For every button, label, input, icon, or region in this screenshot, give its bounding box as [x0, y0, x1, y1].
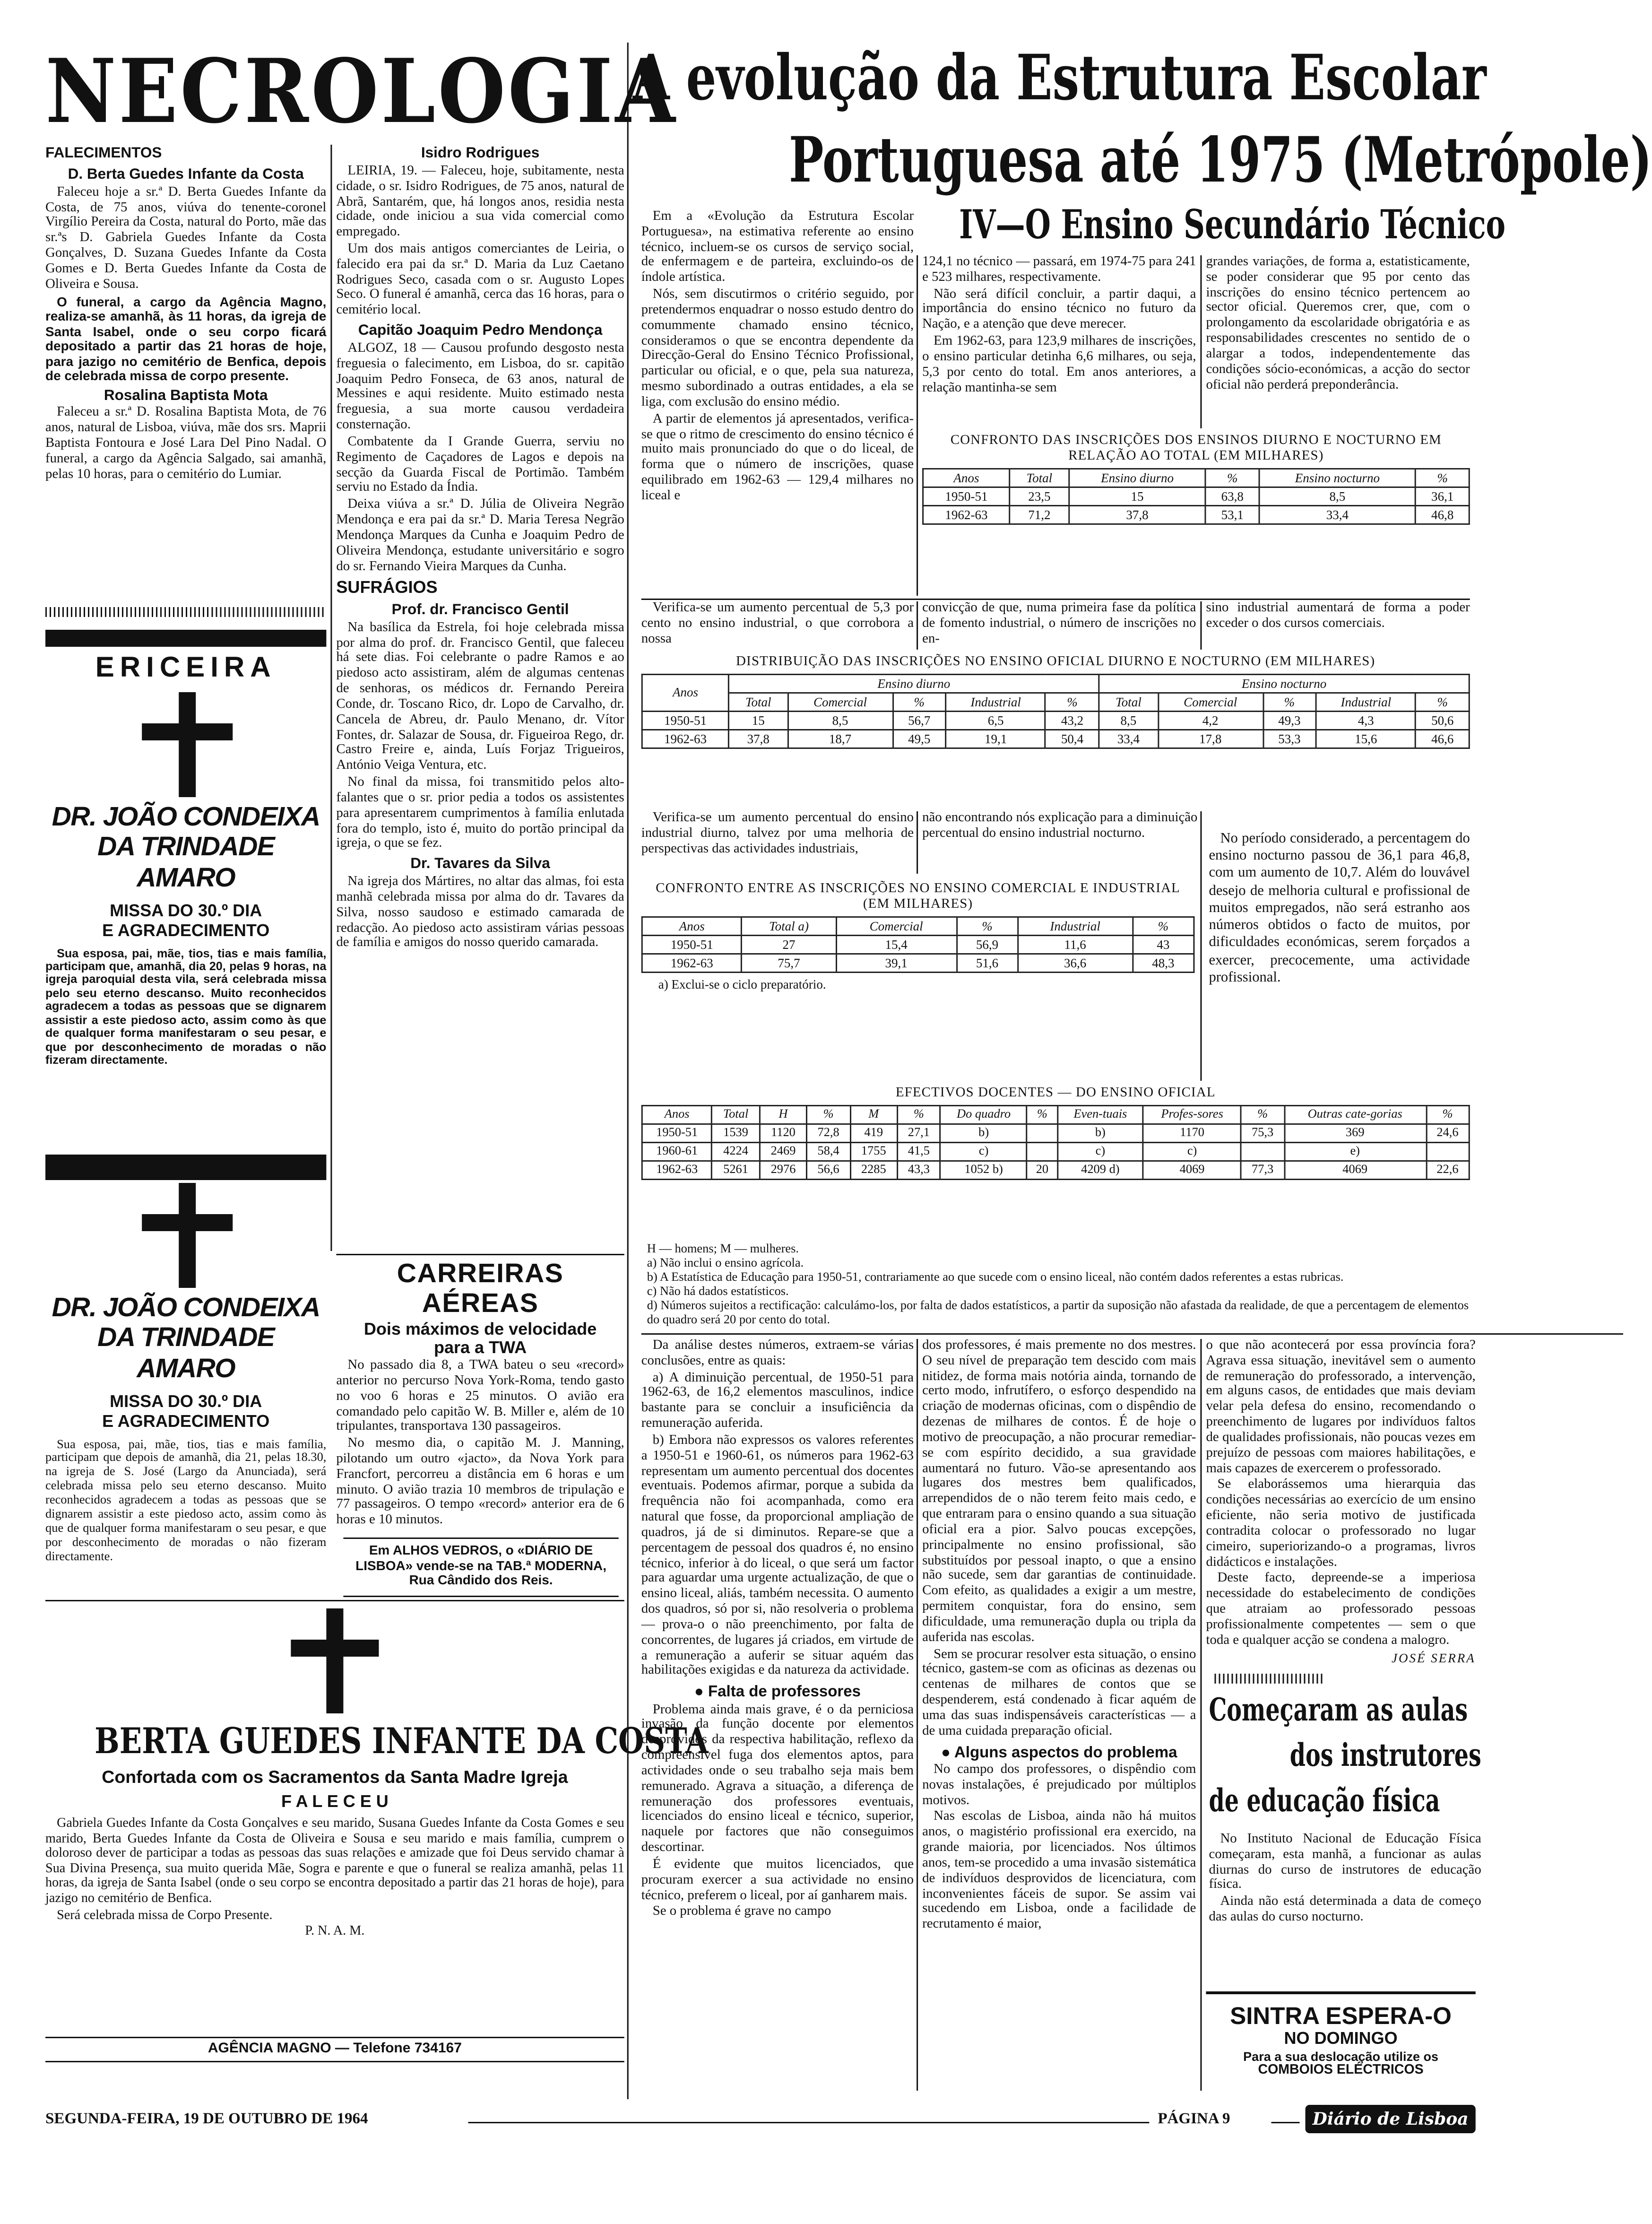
berta-notice-missa: Será celebrada missa de Corpo Presente.	[57, 1909, 273, 1923]
article-title-1: A evolução da Estrutura Escolar	[632, 43, 1487, 115]
table-cell: 53,1	[1206, 505, 1259, 524]
carreiras-section	[336, 1260, 624, 1535]
table-header-cell: Industrial	[1018, 916, 1133, 935]
article-p3: A partir de elementos já apresentados, verifica-se que o ritmo de crescimento do ensino técnico é muito mais pronunciado do que o do liceal, de forma que o número de inscrições, quase equilibrado em 1962-63 — 129,4 milhares no liceal e	[641, 411, 914, 504]
table-cell: 72,8	[807, 1124, 850, 1142]
black-bar	[45, 1155, 326, 1180]
alhos-vedros-text: Em ALHOS VEDROS, o «DIÁRIO DE LISBOA» vende-se na TAB.ª MODERNA, Rua Cândido dos Reis.	[355, 1543, 606, 1587]
table-header-cell: Comercial	[788, 693, 893, 711]
condeixa-name-2: DA TRINDADE AMARO	[97, 1324, 275, 1384]
berta-notice-name: BERTA GUEDES INFANTE DA COSTA	[95, 1720, 709, 1762]
table-cell: 49,3	[1263, 712, 1316, 730]
table-cell: 37,8	[729, 730, 788, 748]
table-note: H — homens; M — mulheres.	[647, 1241, 799, 1255]
table-cell: 15,6	[1316, 730, 1416, 748]
sintra-title: SINTRA ESPERA-O	[1230, 2003, 1452, 2030]
table-cell: 15	[1069, 487, 1205, 505]
capitao-text-2: Combatente da I Grande Guerra, serviu no Regimento de Caçadores de Lagos e depois na secção da Guarda Fiscal de Portimão. Também serviu no Estado da Índia.	[336, 434, 624, 496]
article-col-3	[1206, 255, 1470, 428]
table-cell: 17,8	[1158, 730, 1263, 748]
table-cell: 39,1	[836, 954, 957, 972]
footer-rule	[468, 2122, 1150, 2123]
table-header-cell: %	[1206, 468, 1259, 486]
sintra-box	[1206, 1991, 1475, 2094]
table-cell	[1027, 1124, 1057, 1142]
decorative-rule	[45, 607, 326, 617]
r1: o que não acontecerá por essa província fora? Agrava essa situação, inevitável sem o aumento de remuneração do professorado, a intervenção, em alguns casos, de entidades que mais deviam velar pela defesa do ensino, recomendando o preenchimento de lugares por indivíduos faltos de qualidades profissionais, não poucas vezes em prejuízo de pessoas com maiores habilitações, e mais capazes de exercerem o professorado.	[1206, 1338, 1476, 1476]
berta-notice-sub: Confortada com os Sacramentos da Santa Madre Igreja	[102, 1767, 568, 1788]
table-cell: 50,4	[1046, 730, 1099, 748]
falta-heading-text: Falta de professores	[708, 1684, 861, 1701]
table-cell: 1960-61	[642, 1142, 712, 1161]
footer-masthead: Diário de Lisboa	[1306, 2105, 1476, 2133]
table-row	[642, 1124, 1469, 1142]
capitao-text-3: Deixa viúva a sr.ª D. Júlia de Oliveira Negrão Mendonça e era pai da sr.ª D. Maria Teresa Negrão Mendonça Marques da Cunha e Joaquim Pedro de Oliveira Mendonça, estudante universitário e sogro do sr. Fernando Vieira Marques da Cunha.	[336, 496, 624, 574]
table-cell: 24,6	[1426, 1124, 1470, 1142]
divider-necro	[330, 145, 332, 1251]
table-cell: 11,6	[1018, 935, 1133, 954]
aulas-line-2: dos instrutores	[1289, 1738, 1481, 1774]
table-row	[642, 954, 1194, 972]
aulas-line-3: de educação física	[1209, 1783, 1440, 1820]
cross-icon	[291, 1608, 379, 1713]
table-4-block	[641, 1084, 1470, 1242]
verifica-2	[922, 601, 1196, 652]
aulas-text: No Instituto Nacional de Educação Física começaram, esta manhã, a funcionar as aulas diurnas do curso de instrutores de educação física.	[1209, 1831, 1481, 1893]
rosalina-heading: Rosalina Baptista Mota	[104, 386, 268, 404]
table-cell: c)	[1057, 1142, 1143, 1161]
table-cell: 1755	[850, 1142, 897, 1161]
gentil-heading: Prof. dr. Francisco Gentil	[391, 601, 569, 618]
capitao-text: ALGOZ, 18 — Causou profundo desgosto nesta freguesia o falecimento, em Lisboa, do sr. capitão Joaquim Pedro Fonseca, de 63 anos, natural de Messines e aqui residente. Muito estimado nesta freguesia, a sua morte causou verdadeira consternação.	[336, 340, 624, 433]
ericeira-title: ERICEIRA	[95, 652, 277, 684]
article-c2b: Não será difícil concluir, a partir daqui, a importância do ensino técnico no futuro da Nação, e a atenção que deve merecer.	[922, 286, 1196, 332]
b6: Se o problema é grave no campo	[652, 1904, 831, 1920]
table-cell: 1170	[1143, 1124, 1241, 1142]
table-3-block	[641, 879, 1195, 1038]
table-header-cell: Comercial	[836, 916, 957, 935]
table-cell: c)	[1143, 1142, 1241, 1161]
alhos-vedros-box	[343, 1538, 618, 1597]
table-1-caption: CONFRONTO DAS INSCRIÇÕES DOS ENSINOS DIURNO E NOCTURNO EM RELAÇÃO AO TOTAL (EM MILHARES)	[950, 433, 1442, 464]
table-2	[641, 673, 1470, 749]
article-intro	[641, 210, 914, 596]
table-cell: 1950-51	[642, 935, 742, 954]
table-header-cell: %	[1416, 693, 1469, 711]
table-1-block	[922, 431, 1470, 596]
table-cell: 19,1	[946, 730, 1046, 748]
article-author: JOSÉ SERRA	[1391, 1650, 1476, 1665]
table-cell: 71,2	[1010, 505, 1069, 524]
aulas-section	[1209, 1688, 1481, 1952]
table-row	[642, 1142, 1469, 1161]
cross-icon	[142, 692, 233, 797]
table-header-cell: %	[1241, 1105, 1284, 1124]
carreiras-text-1: No passado dia 8, a TWA bateu o seu «record» anterior no percurso Nova York-Roma, tendo gasto no voo 6 horas e 25 minutos. O avião era comandado pelo capitão W. B. Miller e, além de 10 tripulantes, transportava 130 passageiros.	[336, 1357, 624, 1435]
divider	[336, 1254, 624, 1255]
table-cell: 51,6	[957, 954, 1018, 972]
isidro-text-2: Um dos mais antigos comerciantes de Leiria, o falecido era pai da sr.ª D. Maria da Luz Caetano Rodrigues Seco, casada com o sr. Augusto Lopes Seco. O funeral é amanhã, cerca das 16 horas, para o cemitério local.	[336, 241, 624, 318]
table-header-cell: %	[1263, 693, 1316, 711]
carreiras-title: CARREIRAS AÉREAS	[397, 1260, 564, 1320]
table-cell: 41,5	[897, 1142, 940, 1161]
table-cell: 53,3	[1263, 730, 1316, 748]
divider	[917, 601, 918, 650]
verifica-3	[1206, 601, 1470, 652]
w-3-text: No período considerado, a percentagem do ensino nocturno passou de 36,1 para 46,8, com um aumento de 10,7. Além do louvável desejo de melhoria cultural e profissional de muitos empregados, não será estranho aos números obtidos o facto de muitos, por dificuldades económicas, serem forçados a exercer, precocemente, uma actividade profissional.	[1209, 831, 1470, 986]
w-2-text: não encontrando nós explicação para a diminuição percentual do ensino industrial nocturno.	[922, 810, 1198, 841]
verifica-3-text: sino industrial aumentará de forma a poder exceder o dos cursos comerciais.	[1206, 600, 1470, 631]
table-header-cell: Total a)	[742, 916, 836, 935]
table-cell: 1539	[712, 1124, 760, 1142]
gentil-text: Na basílica da Estrela, foi hoje celebrada missa por alma do prof. dr. Francisco Gentil, que faleceu há sete dias. Foi celebrante o padre Ramos e ao piedoso acto assistiram, além de algumas centenas de senhoras, os médicos dr. Fernando Pereira Conde, dr. Toscano Rico, dr. Lopo de Carvalho, dr. Cancela de Abreu, dr. Paulo Menano, dr. Vítor Fontes, dr. Salazar de Sousa, dr. Figueiroa Rego, dr. Castro Freire e, ainda, Luís Forjaz Trigueiros, António Veiga Ventura, etc.	[336, 619, 624, 773]
isidro-text: LEIRIA, 19. — Faleceu, hoje, subitamente, nesta cidade, o sr. Isidro Rodrigues, de 75 anos, natural de Abrã, Santarém, que, há longos anos, residia nesta cidade, onde iniciou a sua vida comercial como empregado.	[336, 163, 624, 240]
table-header-row	[642, 916, 1194, 935]
table-header-cell: %	[1426, 1105, 1470, 1124]
table-cell: 15,4	[836, 935, 957, 954]
condeixa-text: Sua esposa, pai, mãe, tios, tias e mais família, participam que, amanhã, dia 20, pelas 9 horas, na igreja paroquial desta vila, será celebrada missa pelo seu eterno descanso. Muito reconhecidos agradecem a todas as pessoas que se dignarem assistir a este piedoso acto, assim como às que de qualquer forma manifestaram o seu pesar, e que por desconhecimento de moradas o não fizeram directamente.	[45, 945, 327, 1068]
table-cell	[1241, 1142, 1284, 1161]
sintra-domingo: NO DOMINGO	[1284, 2028, 1398, 2049]
table-cell: e)	[1284, 1142, 1426, 1161]
table-3-caption: CONFRONTO ENTRE AS INSCRIÇÕES NO ENSINO COMERCIAL E INDUSTRIAL (EM MILHARES)	[656, 881, 1180, 912]
table-cell: 75,3	[1241, 1124, 1284, 1142]
sintra-line-2: COMBOIOS ELÉCTRICOS	[1258, 2062, 1424, 2078]
table-cell: 1962-63	[642, 1160, 712, 1179]
aulas-text-2: Ainda não está determinada a data de começo das aulas do curso nocturno.	[1209, 1894, 1481, 1925]
b2: a) A diminuição percentual, de 1950-51 para 1962-63, de 16,2 elementos masculinos, indice bastante para se concluir a insuficiência da remuneração auferida.	[641, 1369, 914, 1432]
table-header-cell: Comercial	[1158, 693, 1263, 711]
article-bottom-col-1	[641, 1339, 914, 2088]
table-cell: 58,4	[807, 1142, 850, 1161]
table-note: d) Números sujeitos a rectificação: calculámo-los, por falta de dados estatísticos, a partir da suposição não afastada da realidade, de que a percentagem de elementos do quadro será 20 por cento do total.	[647, 1297, 1469, 1326]
footer-page: PÁGINA 9	[1158, 2111, 1230, 2128]
table-cell: 1950-51	[642, 712, 729, 730]
table-header-cell: Do quadro	[940, 1105, 1027, 1124]
table-cell: 33,4	[1099, 730, 1158, 748]
table-4-caption: EFECTIVOS DOCENTES — DO ENSINO OFICIAL	[895, 1085, 1216, 1101]
table-3-note: a) Exclui-se o ciclo preparatório.	[658, 977, 826, 992]
divider	[917, 1339, 918, 2091]
table-cell: 75,7	[742, 954, 836, 972]
table-header-cell: %	[1046, 693, 1099, 711]
table-cell: 46,8	[1416, 505, 1469, 524]
falta-heading	[641, 1684, 914, 1702]
footer-date: SEGUNDA-FEIRA, 19 DE OUTUBRO DE 1964	[45, 2111, 368, 2128]
table-header-row	[923, 468, 1470, 486]
divider	[1200, 601, 1202, 650]
table-cell: 49,5	[892, 730, 946, 748]
table-note: c) Não há dados estatísticos.	[647, 1283, 789, 1298]
table-cell: 33,4	[1259, 505, 1416, 524]
table-header-cell: %	[1027, 1105, 1057, 1124]
table-cell: 1962-63	[642, 730, 729, 748]
table-group-row	[642, 674, 1469, 693]
table-cell: 4224	[712, 1142, 760, 1161]
table-cell: 4209 d)	[1057, 1160, 1143, 1179]
cross-icon	[142, 1183, 233, 1288]
table-header-cell: Total	[1099, 693, 1158, 711]
article-intro-text: Em a «Evolução da Estrutura Escolar Portuguesa», na estimativa referente ao ensino técnico, incluem-se os cursos de serviço social, de enfermagem e de parteira, excluindo-os de índole artística.	[641, 208, 914, 286]
table-row	[642, 935, 1194, 954]
table-cell: 43,3	[897, 1160, 940, 1179]
table-cell: 18,7	[788, 730, 893, 748]
aulas-line-1: Começaram as aulas	[1209, 1692, 1468, 1729]
table-row	[642, 1160, 1469, 1179]
article-subtitle: IV—O Ensino Secundário Técnico	[959, 201, 1506, 248]
table-header-cell: Total	[712, 1105, 760, 1124]
table-cell: 46,6	[1416, 730, 1469, 748]
agencia-magno-text: AGÊNCIA MAGNO — Telefone 734167	[208, 2041, 462, 2057]
table-header-cell: Anos	[642, 916, 742, 935]
table-header-cell: %	[897, 1105, 940, 1124]
table-cell: 77,3	[1241, 1160, 1284, 1179]
table-cell: 4,3	[1316, 712, 1416, 730]
condeixa-notice-2	[45, 1294, 326, 1591]
table-header-cell: %	[892, 693, 946, 711]
table-header-row	[642, 693, 1469, 711]
rosalina-text: Faleceu a sr.ª D. Rosalina Baptista Mota, de 76 anos, natural de Lisboa, viúva, mãe dos srs. Maprii Baptista Fontoura e José Lara Del Pino Nadal. O funeral, a cargo da Agência Salgado, sai amanhã, pelas 10 horas, para o cemitério do Lumiar.	[45, 405, 327, 482]
necro-column-2	[336, 142, 624, 1251]
capitao-heading: Capitão Joaquim Pedro Mendonça	[358, 322, 603, 339]
table-cell: 50,6	[1416, 712, 1469, 730]
bullet-icon: ●	[694, 1684, 708, 1701]
r3: Deste facto, depreende-se a imperiosa necessidade do estabelecimento de condições que atraiam ao professorado pessoas profissionalmente competentes — sem o que toda e qualquer acção se condena a malogro.	[1206, 1571, 1476, 1648]
verifica-1-text: Verifica-se um aumento percentual de 5,3 por cento no ensino industrial, o que corrobora a nossa	[641, 600, 914, 646]
necrologia-title: NECROLOGIA	[45, 40, 678, 143]
article-bottom-col-3	[1206, 1339, 1475, 1668]
table-cell: b)	[940, 1124, 1027, 1142]
table-cell: 48,3	[1133, 954, 1194, 972]
table-header-cell: Profes-sores	[1143, 1105, 1241, 1124]
article-col-2	[922, 255, 1196, 428]
alguns-heading-text: Alguns aspectos do problema	[954, 1744, 1177, 1761]
w-2	[922, 811, 1197, 877]
m3: No campo dos professores, o dispêndio com novas instalações, é prejudicado por múltiplos motivos.	[922, 1761, 1196, 1808]
verifica-1	[641, 601, 914, 652]
condeixa-missa: MISSA DO 30.º DIA	[110, 901, 262, 921]
table-cell: 15	[729, 712, 788, 730]
table-cell: 369	[1284, 1124, 1426, 1142]
table-header-cell: Anos	[923, 468, 1010, 486]
table-group-header: Ensino diurno	[729, 674, 1099, 693]
table-header-cell: Ensino nocturno	[1259, 468, 1416, 486]
table-cell: 6,5	[946, 712, 1046, 730]
table-header-cell: Total	[729, 693, 788, 711]
table-cell	[1426, 1142, 1470, 1161]
table-cell: 56,9	[957, 935, 1018, 954]
table-row	[642, 712, 1469, 730]
table-cell: 2469	[760, 1142, 807, 1161]
table-header-cell: %	[957, 916, 1018, 935]
r2: Se elaborássemos uma hierarquia das condições necessárias ao exercício de um ensino eficiente, não seria motivo de justificada contradita colocar o professorado no lugar cimeiro, superiorizando-o a programas, livros didácticos e instalações.	[1206, 1477, 1476, 1570]
table-cell: 63,8	[1206, 487, 1259, 505]
table-cell: 2285	[850, 1160, 897, 1179]
black-bar	[45, 630, 326, 647]
berta-notice-text: Gabriela Guedes Infante da Costa Gonçalves e seu marido, Susana Guedes Infante da Costa Gomes e seu marido, Berta Guedes Infante da Costa de Oliveira e Sousa e seu marido e mais família, cumprem o doloroso dever de participar a todas as pessoas das suas relações e amizade que foi Deus servido chamar à Sua Divina Presença, sua muito querida Mãe, Sogra e parente e que o funeral se realiza amanhã, pelas 11 horas, da igreja de Santa Isabel (onde o seu corpo se encontra depositado a partir das 21 horas de hoje), para jazigo no cemitério de Benfica.	[45, 1816, 624, 1907]
agencia-magno-box	[45, 2037, 624, 2062]
gentil-text-2: No final da missa, foi transmitido pelos alto-falantes que o sr. prior pedia a todos os assistentes para apresentarem cumprimentos à família enlutada fora do templo, isto é, muito do portão principal da igreja, o que se fez.	[336, 774, 624, 852]
table-header-cell: Ensino diurno	[1069, 468, 1205, 486]
article-p2: Nós, sem discutirmos o critério seguido, por pretendermos enquadrar o nosso estudo dentro do comummente chamado ensino técnico, consideramos o que se encontra dependente da Direcção-Geral do Ensino Técnico Profissional, particular ou oficial, e o que, pela sua natureza, mesmo subordinado a outras entidades, a ela se liga, com exclusão do ensino médio.	[641, 287, 914, 410]
divider	[1200, 255, 1202, 428]
table-header-cell: Total	[1010, 468, 1069, 486]
article-bottom-col-2	[922, 1339, 1196, 2088]
table-cell: 4,2	[1158, 712, 1263, 730]
condeixa-agradecimento: E AGRADECIMENTO	[102, 1411, 270, 1431]
table-cell: 1962-63	[642, 954, 742, 972]
decorative-rule	[1214, 1674, 1322, 1684]
table-3	[641, 916, 1195, 973]
condeixa-notice-1	[45, 803, 326, 1152]
sintra-line-1: Para a sua deslocação utilize os	[1243, 2049, 1439, 2064]
table-1	[922, 468, 1470, 525]
berta-heading: D. Berta Guedes Infante da Costa	[68, 165, 304, 183]
table-cell: c)	[940, 1142, 1027, 1161]
table-cell: 8,5	[1099, 712, 1158, 730]
table-row	[923, 505, 1470, 524]
carreiras-subtitle: Dois máximos de velocidade para a TWA	[363, 1319, 597, 1358]
table-cell	[1027, 1142, 1057, 1161]
footer-rule	[1271, 2122, 1300, 2123]
b3: b) Embora não expressos os valores referentes a 1950-51 e 1960-61, os números para 1962-63 representam um aumento percentual dos docentes eventuais. Podemos afirmar, porque a subida da frequência não foi acompanhada, como era natural que fosse, da proporcional ampliação de quadros, já de si diminutos. Repare-se que a percentagem de pessoal dos quadros é, no ensino técnico, inferior à do liceal, o que será um factor para aguardar uma urgente actualização, de que o ensino liceal, aliás, também necessita. O aumento dos quadros, só por si, não resolveria o problema — prova-o o não preenchimento, por falta de concorrentes, de lugares já criados, em virtude de a remuneração a auferir se situar aquém das habilitações exigidas e da natureza da actividade.	[641, 1432, 914, 1679]
divider	[1200, 811, 1202, 1081]
table-cell: b)	[1057, 1124, 1143, 1142]
table-header-cell: %	[1416, 468, 1469, 486]
w-1-text: Verifica-se um aumento percentual do ensino industrial diurno, talvez por uma melhoria de perspectivas das actividades industriais,	[641, 810, 914, 856]
necro-column-1	[45, 142, 326, 624]
divider	[917, 811, 918, 874]
divider	[1200, 1339, 1202, 2091]
tavares-heading: Dr. Tavares da Silva	[410, 855, 550, 873]
table-cell: 8,5	[788, 712, 893, 730]
m2: Sem se procurar resolver esta situação, o ensino técnico, gastem-se com as oficinas as dezenas ou centenas de milhares de contos que se despenderem, está condenado à ficar aquém de uma das suas indispensáveis características — a de uma cuidada preparação oficial.	[922, 1646, 1196, 1739]
table-4	[641, 1104, 1470, 1179]
table-group-header: Ensino nocturno	[1099, 674, 1469, 693]
m1: dos professores, é mais premente no dos mestres. O seu nível de preparação tem descido com mais nitidez, de forma mais notória ainda, tornando de certo modo, infrutífero, o esforço despendido na criação de modernas oficinas, com o dispêndio de dezenas de milhares de contos. É de hoje o motivo de preocupação, a não procurar remediar-se com espírito decidido, a sua gravidade aumentará no futuro. Vão-se apresentando aos lugares dos mestres bem qualificados, arrependidos de o não terem feito mais cedo, e que entraram para o ensino quando a sua situação oficial era a pior. Salvo poucas excepções, principalmente no ensino profissional, são substituídos por pessoal inapto, o que a ensino não sucede, sem dar garantias de continuidade. Com efeito, as qualidades a exigir a um mestre, permitem conquistar, fora do ensino, sem dificuldade, uma remuneração dupla ou tripla da auferida nas escolas.	[922, 1338, 1196, 1645]
table-cell: 2976	[760, 1160, 807, 1179]
article-c2c: Em 1962-63, para 123,9 milhares de inscrições, o ensino particular detinha 6,6 milhares, ou seja, 5,3 por cento do total. Em anos anteriores, a relação mantinha-se sem	[922, 333, 1196, 395]
table-header-cell: Outras cate-gorias	[1284, 1105, 1426, 1124]
table-cell: 27	[742, 935, 836, 954]
table-header-row	[642, 1105, 1469, 1124]
table-cell: 43	[1133, 935, 1194, 954]
table-cell: 56,7	[892, 712, 946, 730]
table-cell: 4069	[1284, 1160, 1426, 1179]
alguns-heading	[922, 1744, 1196, 1762]
table-header-cell: %	[1133, 916, 1194, 935]
b4: Problema ainda mais grave, é o da perniciosa invasão da função docente por elementos desprovidos da respectiva habilitação, reflexo da compreensível fuga dos elementos aptos, para actividades onde o seu trabalho seja mais bem remunerado. Agrava a situação, a diferença de remuneração dos professores eventuais, licenciados do ensino liceal e técnico, superior, naquele por factores que não conseguimos descortinar.	[641, 1701, 914, 1856]
table-cell: 1950-51	[642, 1124, 712, 1142]
table-row	[923, 487, 1470, 505]
table-notes	[641, 1242, 1470, 1328]
table-cell: 22,6	[1426, 1160, 1470, 1179]
article-c3: grandes variações, de forma a, estatisticamente, se poder considerar que 95 por cento das inscrições do ensino técnico pertencem ao sector oficial. Queremos crer, que, com o prolongamento da escolaridade obrigatória e as responsabilidades crescentes no sentido de o alargar a todos, independentemente das condições sócio-económicas, a acção do sector oficial não perderá preponderância.	[1206, 254, 1470, 392]
table-cell: 8,5	[1259, 487, 1416, 505]
condeixa-name-2: DA TRINDADE AMARO	[97, 833, 275, 894]
article-title-2: Portuguesa até 1975 (Metrópole)	[788, 125, 1652, 197]
bullet-icon: ●	[941, 1744, 954, 1761]
article-c2: 124,1 no técnico — passará, em 1974-75 para 241 e 523 milhares, respectivamente.	[922, 254, 1196, 285]
table-2-block	[641, 652, 1470, 803]
table-row	[642, 730, 1469, 748]
verifica-2-text: convicção de que, numa primeira fase da política de fomento industrial, o número de inscrições no en-	[922, 600, 1196, 646]
table-cell: 56,6	[807, 1160, 850, 1179]
isidro-heading: Isidro Rodrigues	[421, 145, 540, 162]
table-cell: 20	[1027, 1160, 1057, 1179]
divider-main	[627, 43, 629, 2099]
table-header-cell: Anos	[642, 1105, 712, 1124]
sufragios-heading: SUFRÁGIOS	[336, 578, 438, 598]
table-cell: 36,6	[1018, 954, 1133, 972]
table-header-cell: Industrial	[1316, 693, 1416, 711]
table-cell: 37,8	[1069, 505, 1205, 524]
table-cell: 1962-63	[923, 505, 1010, 524]
table-cell: 1950-51	[923, 487, 1010, 505]
condeixa-name-1: DR. JOÃO CONDEIXA	[52, 1294, 320, 1323]
b5: É evidente que muitos licenciados, que procuram exercer a sua actividade no ensino técnico, preferem o liceal, por aí ganharem mais.	[641, 1856, 914, 1903]
table-cell: 36,1	[1416, 487, 1469, 505]
table-header-cell: Anos	[642, 674, 729, 712]
divider	[917, 255, 918, 596]
table-2-caption: DISTRIBUIÇÃO DAS INSCRIÇÕES NO ENSINO OFICIAL DIURNO E NOCTURNO (EM MILHARES)	[736, 654, 1375, 669]
berta-text: Faleceu hoje a sr.ª D. Berta Guedes Infante da Costa, de 75 anos, viúva do tenente-coronel Virgílio Pereira da Costa, natural do Porto, mãe das sr.ªs D. Gabriela Guedes Infante da Costa Gonçalves, D. Suzana Guedes Infante da Costa Gomes e D. Berta Guedes Infante da Costa de Oliveira e Sousa.	[45, 184, 327, 292]
table-header-cell: M	[850, 1105, 897, 1124]
table-cell: 27,1	[897, 1124, 940, 1142]
table-cell: 43,2	[1046, 712, 1099, 730]
condeixa-missa: MISSA DO 30.º DIA	[110, 1392, 262, 1412]
b1: Da análise destes números, extraem-se várias conclusões, entre as quais:	[641, 1338, 914, 1369]
condeixa-text: Sua esposa, pai, mãe, tios, tias e mais família, participam que depois de amanhã, dia 21, pelas 18.30, na igreja de S. José (Largo da Anunciada), será celebrada missa pelo seu eterno descanso. Muito reconhecidos agradecem a todas as pessoas que se dignarem assistir a este piedoso acto, assim como às que de qualquer forma manifestaram o seu pesar, e que por desconhecimento de moradas o não fizeram directamente.	[45, 1436, 327, 1563]
divider	[45, 1600, 624, 1601]
w-3	[1209, 831, 1470, 1081]
table-header-cell: Even-tuais	[1057, 1105, 1143, 1124]
table-cell: 4069	[1143, 1160, 1241, 1179]
berta-notice	[45, 1720, 709, 2048]
table-header-cell: %	[807, 1105, 850, 1124]
table-note: b) A Estatística de Educação para 1950-51, contrariamente ao que sucede com o ensino liceal, não contém dados referentes a estas rubricas.	[647, 1269, 1344, 1284]
berta-funeral: O funeral, a cargo da Agência Magno, realiza-se amanhã, às 11 horas, da igreja de Santa Isabel, onde o seu corpo ficará depositado a partir das 21 horas de hoje, para jazigo no cemitério de Benfica, depois de celebrada missa de corpo presente.	[45, 294, 327, 383]
table-cell: 419	[850, 1124, 897, 1142]
table-cell: 23,5	[1010, 487, 1069, 505]
table-cell: 1120	[760, 1124, 807, 1142]
condeixa-agradecimento: E AGRADECIMENTO	[102, 920, 270, 940]
falecimentos-heading: FALECIMENTOS	[45, 145, 162, 162]
table-header-cell: Industrial	[946, 693, 1046, 711]
condeixa-name-1: DR. JOÃO CONDEIXA	[52, 803, 320, 833]
berta-notice-faleceu: F A L E C E U	[281, 1792, 389, 1812]
carreiras-text-2: No mesmo dia, o capitão M. J. Manning, pilotando um outro «jacto», da Nova York para Francfort, percorreu a distância em 6 horas e um minuto. O avião trazia 10 membros de tripulação e 77 passageiros. O tempo «record» anterior era de 6 horas e 10 minutos.	[336, 1435, 624, 1528]
tavares-text: Na igreja dos Mártires, no altar das almas, foi esta manhã celebrada missa por alma do dr. Tavares da Silva, nosso saudoso e estimado camarada de redacção. Ao piedoso acto assistiram várias pessoas de família e amigos do nosso querido camarada.	[336, 874, 624, 951]
table-cell: 5261	[712, 1160, 760, 1179]
table-header-cell: H	[760, 1105, 807, 1124]
table-cell: 1052 b)	[940, 1160, 1027, 1179]
m4: Nas escolas de Lisboa, ainda não há muitos anos, o magistério profissional era exercido, na grande maioria, por licenciados. Nos últimos anos, tem-se procedido a uma invasão sistemática de indivíduos desprovidos de licenciatura, com inconvenientes fáceis de supor. Se assim vai sucedendo em Lisboa, onde a facilidade de recrutamento é maior,	[922, 1809, 1196, 1932]
divider	[641, 1333, 1623, 1335]
w-1	[641, 811, 914, 877]
berta-notice-pna: P. N. A. M.	[305, 1925, 365, 1939]
table-note: a) Não inclui o ensino agrícola.	[647, 1255, 804, 1269]
